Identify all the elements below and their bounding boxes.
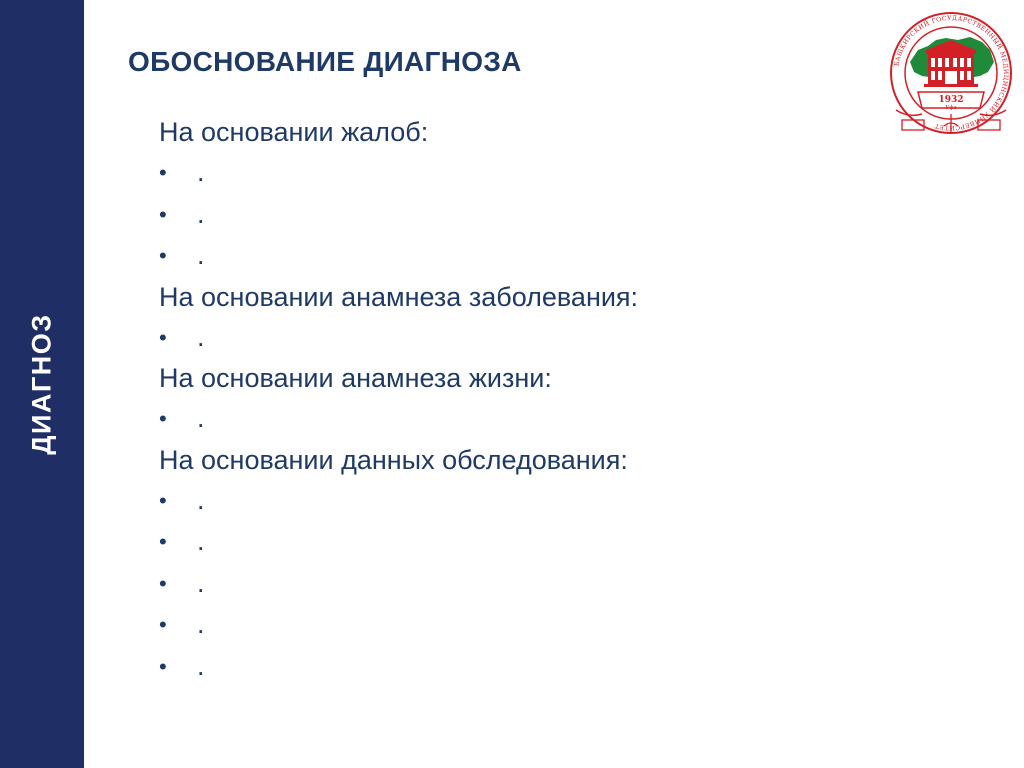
bullet-text: . [197, 240, 205, 270]
section-heading: На основании жалоб: [159, 117, 429, 147]
bullet-text: . [197, 321, 205, 352]
section-heading: На основании анамнеза жизни: [159, 363, 552, 393]
bullet-text: . [197, 526, 205, 556]
logo-ring-text: БАШКИРСКИЙ ГОСУДАРСТВЕННЫЙ МЕДИЦИНСКИЙ УНИВЕРСИТЕТ [893, 14, 1010, 132]
bullet-dot-icon: • [159, 612, 167, 637]
bullet-item [159, 152, 899, 194]
university-seal-icon [888, 10, 1014, 138]
bullet-dot-icon: • [159, 487, 167, 513]
bullet-dot-icon: • [159, 160, 167, 185]
bullet-dot-icon: • [159, 653, 167, 679]
bullet-item [159, 480, 899, 522]
page-title: ОБОСНОВАНИЕ ДИАГНОЗА [128, 46, 522, 77]
bullet-item [159, 646, 899, 688]
bullet-text: . [197, 650, 205, 681]
bullet-item [159, 604, 899, 646]
bullet-dot-icon: • [159, 529, 167, 554]
logo-year: 1932 [938, 95, 964, 105]
bullet-text: . [197, 157, 205, 187]
bullet-dot-icon: • [159, 406, 167, 431]
section-heading: На основании данных обследования: [159, 444, 628, 475]
sidebar-label: ДИАГНОЗ [26, 313, 57, 455]
logo-city: Уфа [945, 105, 957, 111]
bullet-item [159, 563, 899, 605]
bullet-text: . [197, 484, 205, 515]
sidebar [0, 0, 84, 768]
bullet-dot-icon: • [159, 243, 167, 268]
section-heading: На основании анамнеза заболевания: [159, 281, 639, 312]
bullet-dot-icon: • [159, 201, 167, 227]
bullet-dot-icon: • [159, 324, 167, 350]
bullet-item [159, 398, 899, 440]
university-logo [888, 10, 1014, 138]
bullet-text: . [197, 567, 205, 598]
bullet-item [159, 521, 899, 563]
bullet-text: . [197, 198, 205, 229]
bullet-item [159, 235, 899, 277]
bullet-dot-icon: • [159, 570, 167, 596]
bullet-item [159, 317, 899, 359]
bullet-item [159, 194, 899, 236]
bullet-text: . [197, 403, 205, 433]
bullet-text: . [197, 609, 205, 639]
diagnosis-content [159, 112, 899, 687]
